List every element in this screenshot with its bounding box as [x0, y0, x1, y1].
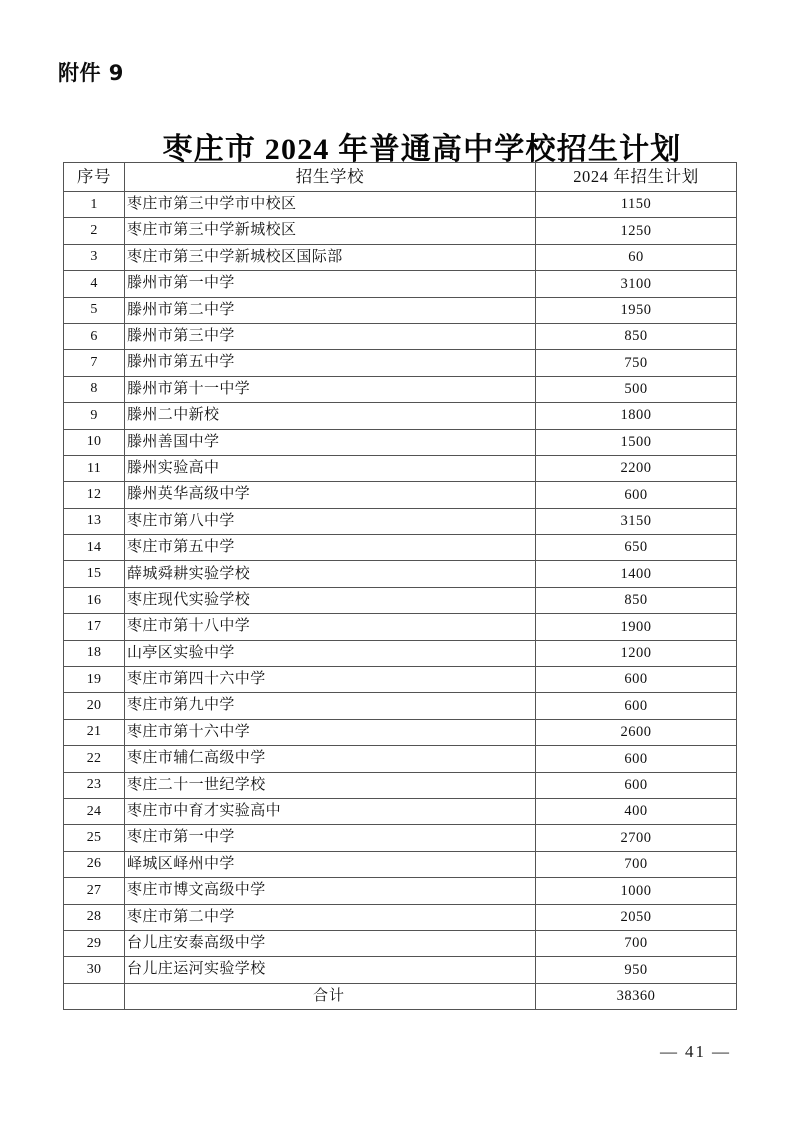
column-header-school: 招生学校	[125, 163, 536, 192]
enrollment-plan-cell: 1250	[536, 218, 737, 244]
school-name-cell: 薛城舜耕实验学校	[125, 561, 536, 587]
attachment-label: 附件 9	[58, 61, 124, 85]
table-row	[64, 851, 737, 877]
enrollment-plan-cell: 600	[536, 693, 737, 719]
enrollment-plan-cell: 850	[536, 323, 737, 349]
page-footer	[654, 1042, 737, 1062]
row-index-cell: 30	[64, 957, 125, 983]
table-row	[64, 455, 737, 481]
table-row	[64, 297, 737, 323]
enrollment-plan-cell: 600	[536, 772, 737, 798]
row-index-cell: 14	[64, 535, 125, 561]
table-row	[64, 376, 737, 402]
row-index-cell: 28	[64, 904, 125, 930]
row-index-cell: 5	[64, 297, 125, 323]
enrollment-plan-cell: 1900	[536, 614, 737, 640]
table-row	[64, 587, 737, 613]
enrollment-plan-cell: 750	[536, 350, 737, 376]
row-index-cell: 17	[64, 614, 125, 640]
table-row	[64, 271, 737, 297]
total-index-cell	[64, 983, 125, 1009]
enrollment-plan-cell: 600	[536, 746, 737, 772]
row-index-cell: 9	[64, 403, 125, 429]
school-name-cell: 滕州市第五中学	[125, 350, 536, 376]
table-row	[64, 323, 737, 349]
enrollment-plan-cell: 650	[536, 535, 737, 561]
enrollment-plan-cell: 1950	[536, 297, 737, 323]
table-row	[64, 482, 737, 508]
column-header-no: 序号	[64, 163, 125, 192]
school-name-cell: 滕州市第三中学	[125, 323, 536, 349]
enrollment-plan-cell: 400	[536, 798, 737, 824]
table-header-row	[64, 163, 737, 192]
row-index-cell: 12	[64, 482, 125, 508]
school-name-cell: 滕州善国中学	[125, 429, 536, 455]
total-label-cell: 合计	[125, 983, 536, 1009]
table-row	[64, 957, 737, 983]
school-name-cell: 枣庄市第三中学新城校区	[125, 218, 536, 244]
enrollment-plan-cell: 1200	[536, 640, 737, 666]
table-row	[64, 403, 737, 429]
enrollment-plan-cell: 500	[536, 376, 737, 402]
table-row	[64, 878, 737, 904]
school-name-cell: 峄城区峄州中学	[125, 851, 536, 877]
row-index-cell: 10	[64, 429, 125, 455]
school-name-cell: 枣庄二十一世纪学校	[125, 772, 536, 798]
enrollment-plan-cell: 700	[536, 930, 737, 956]
row-index-cell: 1	[64, 192, 125, 218]
row-index-cell: 13	[64, 508, 125, 534]
admission-plan-table-container	[63, 162, 736, 1010]
enrollment-plan-cell: 950	[536, 957, 737, 983]
table-row	[64, 218, 737, 244]
row-index-cell: 16	[64, 587, 125, 613]
table-row	[64, 192, 737, 218]
school-name-cell: 枣庄市第十八中学	[125, 614, 536, 640]
row-index-cell: 18	[64, 640, 125, 666]
enrollment-plan-cell: 1500	[536, 429, 737, 455]
page-number: 41	[685, 1042, 706, 1061]
total-plan-cell: 38360	[536, 983, 737, 1009]
row-index-cell: 24	[64, 798, 125, 824]
admission-plan-table	[63, 162, 737, 1010]
enrollment-plan-cell: 1150	[536, 192, 737, 218]
table-body	[64, 192, 737, 1010]
school-name-cell: 台儿庄安泰高级中学	[125, 930, 536, 956]
row-index-cell: 4	[64, 271, 125, 297]
school-name-cell: 枣庄市第十六中学	[125, 719, 536, 745]
row-index-cell: 15	[64, 561, 125, 587]
school-name-cell: 滕州市第一中学	[125, 271, 536, 297]
enrollment-plan-cell: 1000	[536, 878, 737, 904]
row-index-cell: 7	[64, 350, 125, 376]
enrollment-plan-cell: 2600	[536, 719, 737, 745]
column-header-plan: 2024 年招生计划	[536, 163, 737, 192]
table-row	[64, 825, 737, 851]
school-name-cell: 滕州市第十一中学	[125, 376, 536, 402]
row-index-cell: 22	[64, 746, 125, 772]
enrollment-plan-cell: 2700	[536, 825, 737, 851]
footer-dash-left-icon: —	[660, 1042, 679, 1061]
school-name-cell: 山亭区实验中学	[125, 640, 536, 666]
row-index-cell: 27	[64, 878, 125, 904]
school-name-cell: 滕州市第二中学	[125, 297, 536, 323]
school-name-cell: 滕州实验高中	[125, 455, 536, 481]
enrollment-plan-cell: 2050	[536, 904, 737, 930]
school-name-cell: 滕州英华高级中学	[125, 482, 536, 508]
row-index-cell: 26	[64, 851, 125, 877]
table-row	[64, 614, 737, 640]
school-name-cell: 枣庄市第四十六中学	[125, 667, 536, 693]
school-name-cell: 滕州二中新校	[125, 403, 536, 429]
table-row	[64, 930, 737, 956]
footer-dash-right-icon: —	[712, 1042, 731, 1061]
row-index-cell: 21	[64, 719, 125, 745]
school-name-cell: 枣庄市辅仁高级中学	[125, 746, 536, 772]
school-name-cell: 枣庄市第一中学	[125, 825, 536, 851]
school-name-cell: 枣庄市第三中学新城校区国际部	[125, 244, 536, 270]
enrollment-plan-cell: 1800	[536, 403, 737, 429]
enrollment-plan-cell: 700	[536, 851, 737, 877]
school-name-cell: 枣庄市中育才实验高中	[125, 798, 536, 824]
row-index-cell: 2	[64, 218, 125, 244]
enrollment-plan-cell: 3100	[536, 271, 737, 297]
table-row	[64, 904, 737, 930]
enrollment-plan-cell: 3150	[536, 508, 737, 534]
table-row	[64, 667, 737, 693]
table-row	[64, 508, 737, 534]
school-name-cell: 台儿庄运河实验学校	[125, 957, 536, 983]
table-row	[64, 693, 737, 719]
enrollment-plan-cell: 2200	[536, 455, 737, 481]
enrollment-plan-cell: 60	[536, 244, 737, 270]
row-index-cell: 20	[64, 693, 125, 719]
school-name-cell: 枣庄市第三中学市中校区	[125, 192, 536, 218]
table-total-row	[64, 983, 737, 1009]
table-row	[64, 719, 737, 745]
school-name-cell: 枣庄市第八中学	[125, 508, 536, 534]
table-row	[64, 350, 737, 376]
table-header	[64, 163, 737, 192]
row-index-cell: 19	[64, 667, 125, 693]
table-row	[64, 772, 737, 798]
table-row	[64, 561, 737, 587]
enrollment-plan-cell: 600	[536, 667, 737, 693]
enrollment-plan-cell: 1400	[536, 561, 737, 587]
school-name-cell: 枣庄市第二中学	[125, 904, 536, 930]
row-index-cell: 3	[64, 244, 125, 270]
school-name-cell: 枣庄市第九中学	[125, 693, 536, 719]
school-name-cell: 枣庄市第五中学	[125, 535, 536, 561]
table-row	[64, 244, 737, 270]
school-name-cell: 枣庄现代实验学校	[125, 587, 536, 613]
row-index-cell: 6	[64, 323, 125, 349]
table-row	[64, 746, 737, 772]
row-index-cell: 8	[64, 376, 125, 402]
enrollment-plan-cell: 850	[536, 587, 737, 613]
row-index-cell: 23	[64, 772, 125, 798]
school-name-cell: 枣庄市博文高级中学	[125, 878, 536, 904]
row-index-cell: 29	[64, 930, 125, 956]
row-index-cell: 11	[64, 455, 125, 481]
table-row	[64, 429, 737, 455]
table-row	[64, 535, 737, 561]
enrollment-plan-cell: 600	[536, 482, 737, 508]
row-index-cell: 25	[64, 825, 125, 851]
page-title: 枣庄市 2024 年普通高中学校招生计划	[162, 133, 682, 167]
table-row	[64, 798, 737, 824]
table-row	[64, 640, 737, 666]
